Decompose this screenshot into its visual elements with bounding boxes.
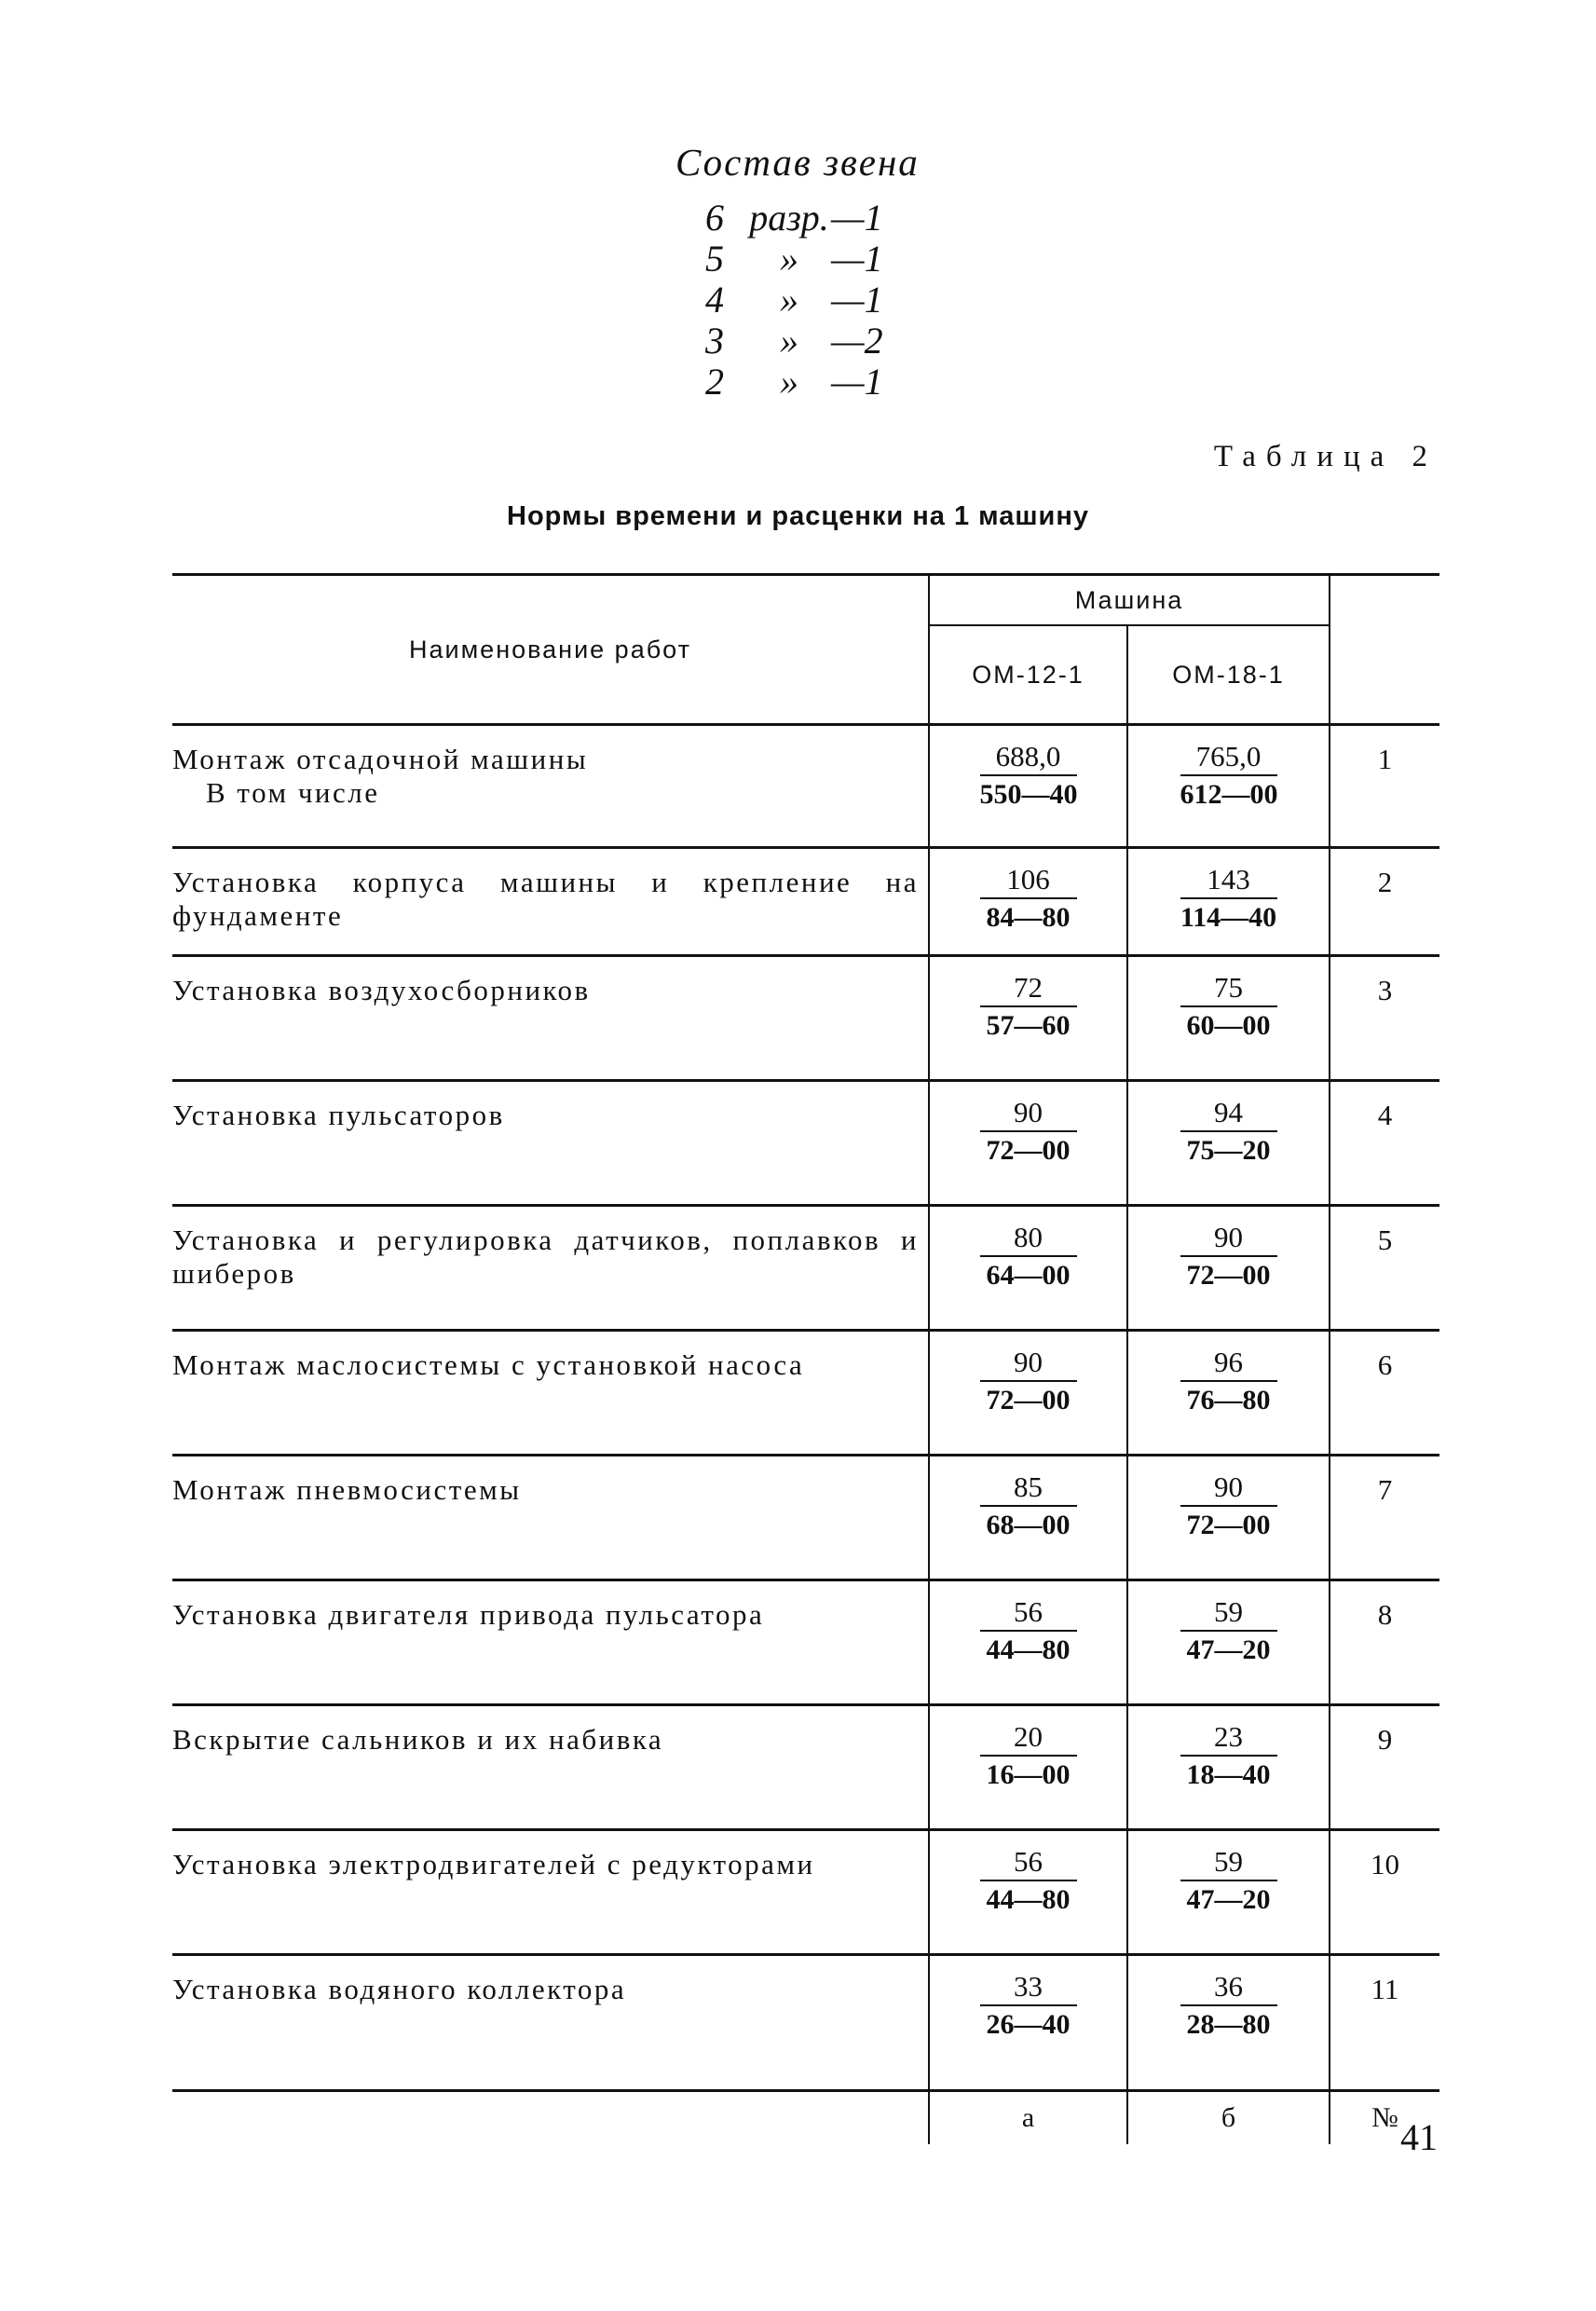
price-rate: 18—40 [1186, 1759, 1271, 1790]
work-name-text: Установка двигателя привода пульсатора [172, 1598, 765, 1631]
norm-cell-b [1127, 1830, 1330, 1955]
norm-cell-a [929, 1331, 1127, 1456]
norm-fraction [1180, 1844, 1277, 1919]
time-norm: 56 [980, 1844, 1077, 1881]
norm-fraction [1180, 1969, 1277, 2044]
time-norm: 90 [1180, 1470, 1277, 1507]
time-norm: 36 [1180, 1969, 1277, 2006]
norm-fraction [980, 1220, 1077, 1294]
time-norm: 765,0 [1180, 739, 1277, 776]
norm-cell-a [929, 725, 1127, 848]
crew-title: Состав звена [675, 141, 920, 184]
time-norm: 688,0 [980, 739, 1077, 776]
norm-fraction [1180, 1345, 1277, 1419]
crew-grade: 2 [705, 361, 724, 403]
work-name-sub: В том числе [206, 776, 380, 809]
header-work-name: Наименование работ [172, 575, 929, 725]
norm-cell-b [1127, 848, 1330, 956]
norm-fraction [1180, 1095, 1277, 1169]
norm-fraction [980, 970, 1077, 1045]
norms-table [172, 573, 1439, 2144]
norm-cell-b [1127, 1331, 1330, 1456]
time-norm: 143 [1180, 862, 1277, 899]
table-footer-row [172, 2091, 1439, 2145]
work-name [172, 725, 929, 848]
price-rate: 28—80 [1186, 2009, 1271, 2040]
footer-empty [172, 2091, 929, 2145]
table-row [172, 725, 1439, 848]
price-rate: 68—00 [986, 1510, 1071, 1540]
norm-cell-a [929, 1206, 1127, 1331]
table-row [172, 1580, 1439, 1705]
row-number: 5 [1330, 1206, 1439, 1331]
row-number: 3 [1330, 956, 1439, 1081]
table-row [172, 1830, 1439, 1955]
crew-unit: » [780, 238, 798, 280]
norm-cell-b [1127, 1456, 1330, 1580]
crew-row [705, 198, 974, 239]
table-row [172, 956, 1439, 1081]
price-rate: 26—40 [986, 2009, 1071, 2040]
price-rate: 57—60 [986, 1010, 1071, 1041]
crew-unit: » [780, 361, 798, 403]
row-number: 9 [1330, 1705, 1439, 1830]
norm-fraction [1180, 1719, 1277, 1794]
price-rate: 47—20 [1186, 1884, 1271, 1915]
price-rate: 44—80 [986, 1884, 1071, 1915]
norm-cell-b [1127, 725, 1330, 848]
norm-fraction [980, 1095, 1077, 1169]
header-number-col [1330, 575, 1439, 725]
price-rate: 44—80 [986, 1634, 1071, 1665]
norm-cell-b [1127, 1580, 1330, 1705]
price-rate: 72—00 [986, 1135, 1071, 1166]
crew-grade: 3 [705, 320, 724, 362]
row-number: 7 [1330, 1456, 1439, 1580]
time-norm: 33 [980, 1969, 1077, 2006]
time-norm: 90 [1180, 1220, 1277, 1257]
time-norm: 90 [980, 1345, 1077, 1382]
header-model-b: ОМ-18-1 [1127, 625, 1330, 725]
work-name-text: Монтаж отсадочной машины [172, 743, 589, 775]
work-name-text: Вскрытие сальников и их набивка [172, 1723, 664, 1756]
norm-fraction [1180, 1470, 1277, 1544]
table-row [172, 1456, 1439, 1580]
price-rate: 114—40 [1180, 902, 1277, 933]
work-name-text: Установка электродвигателей с редукторами [172, 1848, 815, 1880]
price-rate: 612—00 [1180, 779, 1278, 810]
row-number: 2 [1330, 848, 1439, 956]
norm-fraction [980, 1969, 1077, 2044]
work-name [172, 1456, 929, 1580]
norm-cell-b [1127, 1081, 1330, 1206]
crew-row [705, 280, 974, 321]
work-name [172, 1705, 929, 1830]
norm-cell-a [929, 1830, 1127, 1955]
norm-fraction [980, 1345, 1077, 1419]
row-number: 10 [1330, 1830, 1439, 1955]
footer-col-b: б [1127, 2091, 1330, 2145]
table-row [172, 1081, 1439, 1206]
price-rate: 72—00 [1186, 1510, 1271, 1540]
crew-unit: » [780, 279, 798, 321]
row-number: 11 [1330, 1955, 1439, 2091]
norm-fraction [980, 739, 1077, 814]
norm-cell-a [929, 1081, 1127, 1206]
norm-cell-a [929, 1705, 1127, 1830]
work-name-text: Установка водяного коллектора [172, 1973, 627, 2005]
header-machine: Машина [929, 575, 1330, 626]
footer-col-num: № [1371, 2102, 1398, 2133]
footer-col-a: а [929, 2091, 1127, 2145]
work-name-text: Монтаж маслосистемы с установкой насоса [172, 1348, 805, 1381]
norm-cell-a [929, 1580, 1127, 1705]
price-rate: 64—00 [986, 1260, 1071, 1291]
work-name-text: Установка воздухосборников [172, 974, 591, 1006]
time-norm: 80 [980, 1220, 1077, 1257]
table-row [172, 1705, 1439, 1830]
time-norm: 23 [1180, 1719, 1277, 1757]
work-name [172, 1081, 929, 1206]
crew-count: —1 [831, 197, 883, 239]
crew-grade: 4 [705, 279, 724, 321]
price-rate: 60—00 [1186, 1010, 1271, 1041]
crew-grade: 5 [705, 238, 724, 280]
price-rate: 84—80 [986, 902, 1071, 933]
norm-fraction [980, 862, 1077, 937]
norm-cell-b [1127, 956, 1330, 1081]
work-name-text: Установка и регулировка датчиков, поплавков и шиберов [172, 1224, 919, 1290]
crew-grade: 6 [705, 197, 724, 239]
crew-row [705, 321, 974, 362]
crew-row [705, 362, 974, 403]
norm-fraction [980, 1719, 1077, 1794]
crew-row [705, 239, 974, 280]
row-number: 8 [1330, 1580, 1439, 1705]
table-row [172, 1955, 1439, 2091]
norm-fraction [1180, 739, 1277, 814]
time-norm: 59 [1180, 1844, 1277, 1881]
table-row [172, 848, 1439, 956]
page-number: 41 [1400, 2116, 1438, 2158]
norm-fraction [1180, 1594, 1277, 1669]
header-model-a: ОМ-12-1 [929, 625, 1127, 725]
row-number: 1 [1330, 725, 1439, 848]
time-norm: 96 [1180, 1345, 1277, 1382]
time-norm: 20 [980, 1719, 1077, 1757]
time-norm: 59 [1180, 1594, 1277, 1632]
work-name-text: Установка пульсаторов [172, 1099, 505, 1131]
norm-fraction [980, 1844, 1077, 1919]
time-norm: 75 [1180, 970, 1277, 1007]
norm-cell-a [929, 1456, 1127, 1580]
norm-cell-b [1127, 1206, 1330, 1331]
work-name [172, 848, 929, 956]
crew-unit: разр. [749, 197, 829, 239]
norm-fraction [1180, 862, 1277, 937]
time-norm: 90 [980, 1095, 1077, 1132]
work-name [172, 1206, 929, 1331]
row-number: 6 [1330, 1331, 1439, 1456]
price-rate: 16—00 [986, 1759, 1071, 1790]
work-name-text: Установка корпуса машины и крепление на фундаменте [172, 866, 919, 932]
work-name [172, 1331, 929, 1456]
time-norm: 85 [980, 1470, 1077, 1507]
crew-composition [675, 140, 974, 403]
norm-fraction [1180, 970, 1277, 1045]
norm-fraction [1180, 1220, 1277, 1294]
price-rate: 72—00 [1186, 1260, 1271, 1291]
work-name [172, 1830, 929, 1955]
price-rate: 47—20 [1186, 1634, 1271, 1665]
row-number: 4 [1330, 1081, 1439, 1206]
crew-count: —1 [831, 238, 883, 280]
time-norm: 106 [980, 862, 1077, 899]
norm-fraction [980, 1594, 1077, 1669]
time-norm: 56 [980, 1594, 1077, 1632]
norm-cell-b [1127, 1955, 1330, 2091]
norm-cell-a [929, 1955, 1127, 2091]
work-name [172, 1955, 929, 2091]
price-rate: 75—20 [1186, 1135, 1271, 1166]
price-rate: 72—00 [986, 1385, 1071, 1415]
time-norm: 72 [980, 970, 1077, 1007]
crew-count: —1 [831, 361, 883, 403]
crew-count: —1 [831, 279, 883, 321]
work-name-text: Монтаж пневмосистемы [172, 1473, 522, 1506]
norm-cell-a [929, 848, 1127, 956]
work-name [172, 1580, 929, 1705]
crew-unit: » [780, 320, 798, 362]
table-number-label: Таблица 2 [1213, 440, 1438, 473]
norm-cell-a [929, 956, 1127, 1081]
crew-count: —2 [831, 320, 883, 362]
table-row [172, 1206, 1439, 1331]
norm-cell-b [1127, 1705, 1330, 1830]
table-row [172, 1331, 1439, 1456]
work-name [172, 956, 929, 1081]
table-title: Нормы времени и расценки на 1 машину [507, 501, 1089, 531]
price-rate: 76—80 [1186, 1385, 1271, 1415]
price-rate: 550—40 [979, 779, 1078, 810]
time-norm: 94 [1180, 1095, 1277, 1132]
norm-fraction [980, 1470, 1077, 1544]
